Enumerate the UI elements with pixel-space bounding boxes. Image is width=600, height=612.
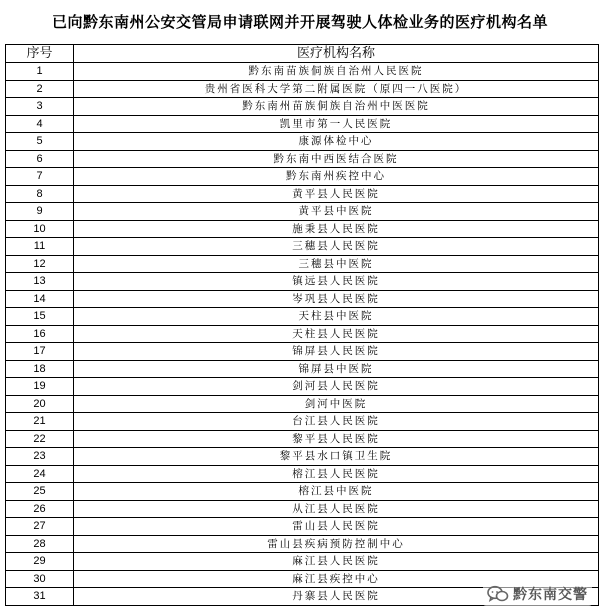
table-row [6, 413, 599, 431]
document-title: 已向黔东南州公安交管局申请联网并开展驾驶人体检业务的医疗机构名单 [51, 13, 548, 31]
institution-name: 天柱县人民医院 [74, 325, 599, 343]
watermark-text: 黔东南交警 [513, 587, 588, 603]
row-number: 4 [6, 115, 74, 133]
institution-name: 雷山县人民医院 [74, 518, 599, 536]
institution-name: 锦屏县中医院 [74, 360, 599, 378]
institution-name: 黔东南州苗族侗族自治州中医医院 [74, 98, 599, 116]
table-header-row [6, 45, 599, 63]
table-row [6, 63, 599, 81]
table-row [6, 80, 599, 98]
column-header-number: 序号 [6, 45, 74, 63]
table-row [6, 553, 599, 571]
row-number: 1 [6, 63, 74, 81]
row-number: 9 [6, 203, 74, 221]
row-number: 13 [6, 273, 74, 291]
row-number: 11 [6, 238, 74, 256]
institution-name: 剑河县人民医院 [74, 378, 599, 396]
row-number: 27 [6, 518, 74, 536]
institution-name: 黔东南中西医结合医院 [74, 150, 599, 168]
table-row [6, 220, 599, 238]
institution-name: 榕江县中医院 [74, 483, 599, 501]
institution-name: 台江县人民医院 [74, 413, 599, 431]
institution-name: 施秉县人民医院 [74, 220, 599, 238]
table-row [6, 518, 599, 536]
row-number: 5 [6, 133, 74, 151]
table-row [6, 465, 599, 483]
row-number: 31 [6, 588, 74, 606]
table-row [6, 290, 599, 308]
institution-name: 麻江县人民医院 [74, 553, 599, 571]
row-number: 16 [6, 325, 74, 343]
table-row [6, 238, 599, 256]
row-number: 26 [6, 500, 74, 518]
row-number: 6 [6, 150, 74, 168]
institution-name: 三穗县中医院 [74, 255, 599, 273]
table-row [6, 133, 599, 151]
row-number: 3 [6, 98, 74, 116]
institution-table [5, 44, 599, 606]
institution-name: 黎平县人民医院 [74, 430, 599, 448]
row-number: 7 [6, 168, 74, 186]
table-row [6, 203, 599, 221]
row-number: 18 [6, 360, 74, 378]
institution-name: 三穗县人民医院 [74, 238, 599, 256]
institution-name: 黄平县中医院 [74, 203, 599, 221]
institution-name: 雷山县疾病预防控制中心 [74, 535, 599, 553]
table-row [6, 343, 599, 361]
row-number: 2 [6, 80, 74, 98]
institution-name: 岑巩县人民医院 [74, 290, 599, 308]
table-row [6, 150, 599, 168]
row-number: 22 [6, 430, 74, 448]
row-number: 28 [6, 535, 74, 553]
institution-name: 黔东南苗族侗族自治州人民医院 [74, 63, 599, 81]
institution-name: 从江县人民医院 [74, 500, 599, 518]
row-number: 30 [6, 570, 74, 588]
row-number: 23 [6, 448, 74, 466]
table-row [6, 308, 599, 326]
institution-name: 黔东南州疾控中心 [74, 168, 599, 186]
table-row [6, 98, 599, 116]
institution-name: 黄平县人民医院 [74, 185, 599, 203]
institution-name: 黎平县水口镇卫生院 [74, 448, 599, 466]
institution-name: 麻江县疾控中心 [74, 570, 599, 588]
row-number: 15 [6, 308, 74, 326]
institution-name: 榕江县人民医院 [74, 465, 599, 483]
row-number: 21 [6, 413, 74, 431]
table-row [6, 535, 599, 553]
table-row [6, 325, 599, 343]
table-row [6, 273, 599, 291]
row-number: 14 [6, 290, 74, 308]
row-number: 12 [6, 255, 74, 273]
institution-name: 贵州省医科大学第二附属医院（原四一八医院） [74, 80, 599, 98]
row-number: 10 [6, 220, 74, 238]
row-number: 17 [6, 343, 74, 361]
row-number: 25 [6, 483, 74, 501]
table-row [6, 448, 599, 466]
institution-name: 镇远县人民医院 [74, 273, 599, 291]
row-number: 24 [6, 465, 74, 483]
institution-name: 剑河中医院 [74, 395, 599, 413]
institution-name: 丹寨县人民医院 [74, 588, 599, 606]
column-header-name: 医疗机构名称 [74, 45, 599, 63]
table-row [6, 360, 599, 378]
watermark [483, 582, 592, 606]
table-row [6, 395, 599, 413]
institution-name: 天柱县中医院 [74, 308, 599, 326]
table-body [6, 63, 599, 606]
wechat-bubble-icon [487, 585, 509, 603]
row-number: 8 [6, 185, 74, 203]
institution-name: 康源体检中心 [74, 133, 599, 151]
table-row [6, 185, 599, 203]
row-number: 20 [6, 395, 74, 413]
row-number: 19 [6, 378, 74, 396]
table-row [6, 168, 599, 186]
row-number: 29 [6, 553, 74, 571]
institution-name: 凯里市第一人民医院 [74, 115, 599, 133]
institution-name: 锦屏县人民医院 [74, 343, 599, 361]
table-row [6, 115, 599, 133]
table-row [6, 255, 599, 273]
table-row [6, 378, 599, 396]
table-row [6, 430, 599, 448]
table-row [6, 483, 599, 501]
table-row [6, 500, 599, 518]
